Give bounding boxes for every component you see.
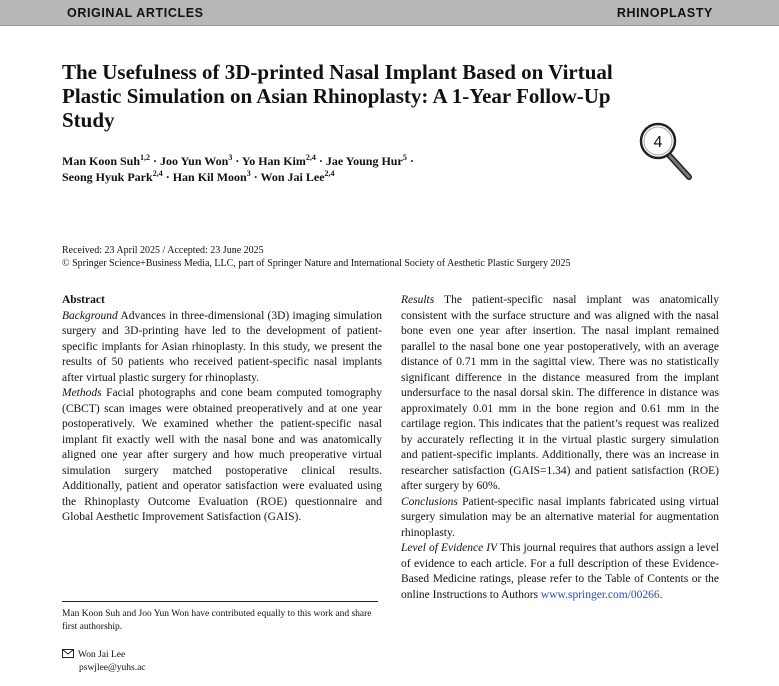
article-dates: [62, 245, 712, 270]
equal-contribution-note: Man Koon Suh and Joo Yun Won have contributed equally to this work and share first authorship.: [62, 609, 372, 632]
author: Yo Han Kim$^{2,4}$: [241, 153, 316, 168]
footnote-divider: [62, 601, 378, 602]
magnifier-badge[interactable]: [637, 122, 697, 182]
journal-header-bar: [0, 0, 779, 26]
received-accepted: Received: 23 April 2025 / Accepted: 23 June 2025: [62, 245, 264, 256]
abstract-methods: Methods Facial photographs and cone beam computed tomography (CBCT) scan images were obtained preoperatively and at one year postoperatively. We examined whether the patient-specific nasal implant fit exactly well with the nasal bone and was anatomically aligned one year after surgery and how much preoperative virtual simulation surgery matched postoperative clinical results. Additionally, patient and operator satisfaction were evaluated using the Rhinoplasty Outcome Evaluation (ROE) questionnaire and Global Aesthetic Improvement Satisfaction (GAIS).: [62, 387, 382, 523]
abstract-background: Background Advances in three-dimensional (3D) imaging simulation surgery and 3D-printing have led to the development of patient-specific implants for Asian rhinoplasty. In this study, we present the results of 50 patients who received patient-specific nasal implants after virtual plastic surgery for rhinoplasty.: [62, 309, 382, 384]
abstract-evidence: Level of Evidence IV This journal requires that authors assign a level of evidence to each article. For a full description of these Evidence-Based Medicine ratings, please refer to the Table of Contents or the online Instructions to Authors www.springer.com/00266.: [401, 542, 720, 601]
author: Han Kil Moon$^3$: [172, 169, 251, 184]
abstract-heading: Abstract: [62, 294, 105, 306]
abstract-results: Results The patient-specific nasal implant was anatomically consistent with the surface structure and was aligned with the nasal bone even one year after insertion. The nasal implant remained parallel to the nasal bone one year postoperatively, with an average distance of 0.71 mm in the sagittal view. There was no statistically significant difference in the distance measured from the implant undersurface to the nasal dorsal skin. The difference in distance was approximately 0.01 mm in the bone region and 0.61 mm in the cartilage region. This indicates that the patient’s request was realized by accurately reflecting it in the virtual plastic surgery simulation and patient-specific implants. Additionally, there was an increase in researcher satisfaction (GAIS=1.34) and patient satisfaction (ROE) after surgery by 60%.: [401, 294, 719, 492]
badge-number: 4: [653, 134, 663, 151]
magnifier-icon: [637, 122, 697, 182]
section-label-left: ORIGINAL ARTICLES: [67, 6, 204, 20]
author-list: Man Koon Suh$^{1,2}$ · Joo Yun Won$^3$ · Yo Han Kim$^{2,4}$ · Jae Young Hur$^5$ · Seong Hyuk Park$^{2,4}$ · Han Kil Moon$^3$ · Won Jai Lee$^{2,4}$: [62, 153, 414, 184]
contact-name: Won Jai Lee: [78, 650, 126, 660]
author: Joo Yun Won$^3$: [160, 153, 233, 168]
abstract-right-column: [401, 293, 719, 603]
envelope-icon: [62, 649, 74, 658]
contact-email[interactable]: pswjlee@yuhs.ac: [79, 662, 146, 673]
author: Won Jai Lee$^{2,4}$: [260, 169, 335, 184]
article-title: The Usefulness of 3D-printed Nasal Implant Based on Virtual Plastic Simulation on Asian Rhinoplasty: A 1-Year Follow-Up Study: [62, 60, 613, 132]
abstract-conclusions: Conclusions Patient-specific nasal implants fabricated using virtual surgery simulation may be an alternative material for augmentation rhinoplasty.: [401, 495, 719, 539]
author: Jae Young Hur$^5$: [325, 153, 407, 168]
author: Man Koon Suh$^{1,2}$: [62, 153, 151, 168]
abstract-left-column: [62, 293, 382, 526]
copyright-line: © Springer Science+Business Media, LLC, part of Springer Nature and International Society of Aesthetic Plastic Surgery 2025: [62, 257, 571, 269]
author: Seong Hyuk Park$^{2,4}$: [62, 169, 163, 184]
corresponding-author: [62, 649, 378, 674]
section-label-right: RHINOPLASTY: [616, 6, 713, 20]
springer-link[interactable]: www.springer.com/00266: [540, 588, 660, 601]
